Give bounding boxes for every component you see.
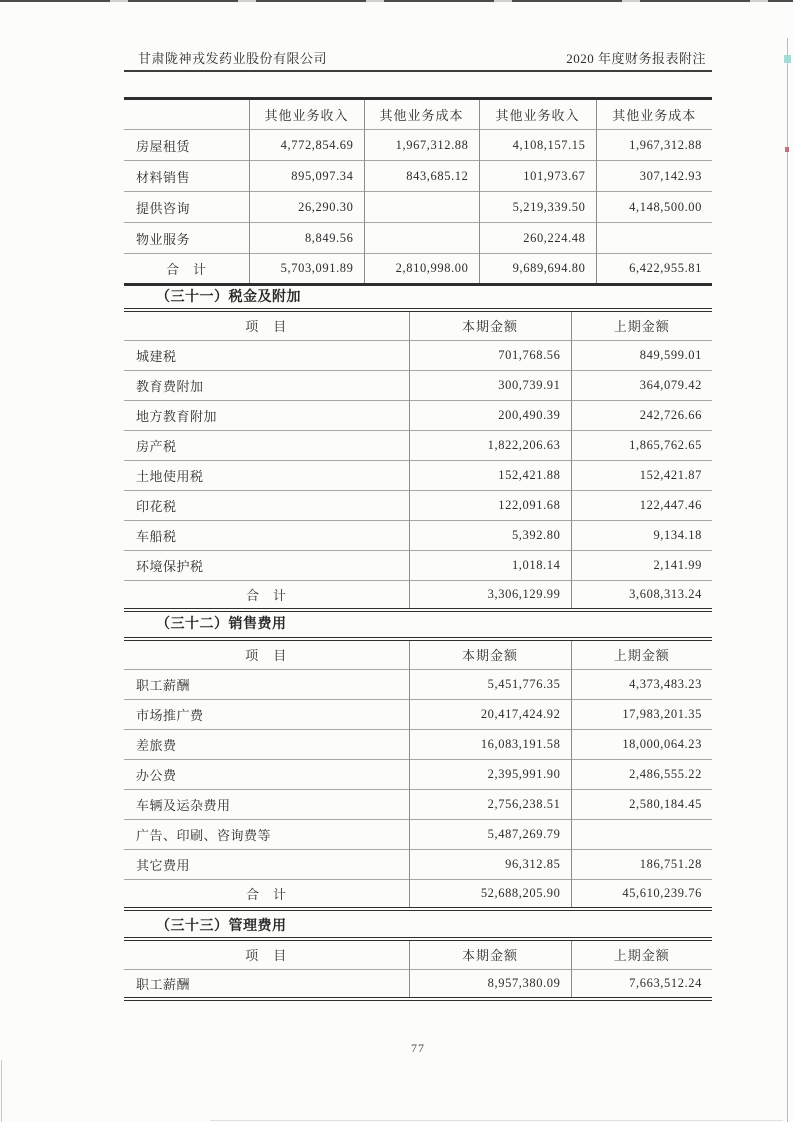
amount-cell: 4,108,157.15	[479, 130, 596, 161]
amount-cell: 122,447.46	[571, 490, 712, 520]
table-row	[124, 340, 712, 370]
amount-cell: 1,967,312.88	[364, 130, 479, 161]
admin-expense-table	[124, 937, 712, 1001]
scan-artifact-top-edge	[0, 0, 793, 2]
tax-surcharge-table	[124, 308, 712, 612]
row-label-cell: 职工薪酬	[124, 669, 409, 699]
row-label-cell: 城建税	[124, 340, 409, 370]
row-label-cell: 房产税	[124, 430, 409, 460]
amount-cell: 186,751.28	[571, 849, 712, 879]
table-row	[124, 400, 712, 430]
row-label-cell: 物业服务	[124, 223, 249, 254]
table-row	[124, 759, 712, 789]
amount-cell: 26,290.30	[249, 192, 364, 223]
amount-cell: 3,306,129.99	[409, 580, 571, 610]
table-row	[124, 699, 712, 729]
row-label-cell: 合 计	[124, 254, 249, 285]
amount-cell: 2,486,555.22	[571, 759, 712, 789]
amount-cell: 5,487,269.79	[409, 819, 571, 849]
total-row	[124, 580, 712, 610]
amount-cell: 2,580,184.45	[571, 789, 712, 819]
amount-cell: 52,688,205.90	[409, 879, 571, 909]
amount-cell: 1,967,312.88	[596, 130, 712, 161]
table-header-row	[124, 939, 712, 969]
row-label-cell: 环境保护税	[124, 550, 409, 580]
row-label-cell: 合 计	[124, 879, 409, 909]
row-label-cell: 材料销售	[124, 161, 249, 192]
amount-cell: 1,865,762.65	[571, 430, 712, 460]
table-header-row	[124, 310, 712, 340]
table-row	[124, 460, 712, 490]
row-label-cell: 办公费	[124, 759, 409, 789]
table-header-row	[124, 99, 712, 130]
amount-cell: 18,000,064.23	[571, 729, 712, 759]
table-row	[124, 192, 712, 223]
company-name: 甘肃陇神戎发药业股份有限公司	[138, 51, 328, 66]
section-heading-admin-expense: （三十三）管理费用	[156, 919, 287, 934]
page-header	[124, 46, 712, 72]
amount-cell: 2,141.99	[571, 550, 712, 580]
amount-cell: 45,610,239.76	[571, 879, 712, 909]
column-header-cell: 本期金额	[409, 310, 571, 340]
page-number: 77	[411, 1041, 425, 1055]
section-heading-tax-surcharge: （三十一）税金及附加	[156, 290, 301, 305]
amount-cell: 1,822,206.63	[409, 430, 571, 460]
column-header-cell: 本期金额	[409, 939, 571, 969]
row-label-cell: 广告、印刷、咨询费等	[124, 819, 409, 849]
row-label-cell: 地方教育附加	[124, 400, 409, 430]
table-header-row	[124, 639, 712, 669]
amount-cell: 5,703,091.89	[249, 254, 364, 285]
amount-cell	[596, 223, 712, 254]
amount-cell: 364,079.42	[571, 370, 712, 400]
amount-cell: 152,421.88	[409, 460, 571, 490]
column-header-cell: 本期金额	[409, 639, 571, 669]
amount-cell: 9,134.18	[571, 520, 712, 550]
amount-cell: 307,142.93	[596, 161, 712, 192]
amount-cell: 6,422,955.81	[596, 254, 712, 285]
table-row	[124, 520, 712, 550]
column-header-cell: 其他业务成本	[596, 99, 712, 130]
amount-cell: 2,756,238.51	[409, 789, 571, 819]
amount-cell: 5,219,339.50	[479, 192, 596, 223]
scan-artifact-cyan-mark	[784, 55, 791, 63]
column-header-cell: 上期金额	[571, 939, 712, 969]
amount-cell: 843,685.12	[364, 161, 479, 192]
amount-cell: 849,599.01	[571, 340, 712, 370]
row-label-cell: 市场推广费	[124, 699, 409, 729]
amount-cell: 4,772,854.69	[249, 130, 364, 161]
report-title: 2020 年度财务报表附注	[566, 51, 706, 66]
amount-cell: 1,018.14	[409, 550, 571, 580]
column-header-cell	[124, 99, 249, 130]
table-row	[124, 490, 712, 520]
column-header-cell: 项 目	[245, 648, 288, 664]
amount-cell: 5,451,776.35	[409, 669, 571, 699]
table-row	[124, 130, 712, 161]
amount-cell: 96,312.85	[409, 849, 571, 879]
amount-cell: 4,148,500.00	[596, 192, 712, 223]
amount-cell: 152,421.87	[571, 460, 712, 490]
amount-cell: 5,392.80	[409, 520, 571, 550]
total-row	[124, 254, 712, 285]
amount-cell: 3,608,313.24	[571, 580, 712, 610]
table-row	[124, 849, 712, 879]
amount-cell: 2,395,991.90	[409, 759, 571, 789]
table-row	[124, 969, 712, 999]
section-heading-selling-expense: （三十二）销售费用	[156, 617, 287, 632]
row-label-cell: 车船税	[124, 520, 409, 550]
amount-cell: 701,768.56	[409, 340, 571, 370]
amount-cell	[571, 819, 712, 849]
amount-cell: 20,417,424.92	[409, 699, 571, 729]
column-header-cell: 其他业务收入	[479, 99, 596, 130]
row-label-cell: 合 计	[124, 580, 409, 610]
table-row	[124, 223, 712, 254]
amount-cell: 895,097.34	[249, 161, 364, 192]
column-header-cell: 上期金额	[571, 310, 712, 340]
table-row	[124, 819, 712, 849]
amount-cell: 122,091.68	[409, 490, 571, 520]
amount-cell: 16,083,191.58	[409, 729, 571, 759]
scan-artifact-right-edge	[787, 38, 788, 1122]
table-row	[124, 161, 712, 192]
amount-cell: 8,957,380.09	[409, 969, 571, 999]
table-row	[124, 430, 712, 460]
amount-cell: 17,983,201.35	[571, 699, 712, 729]
amount-cell: 242,726.66	[571, 400, 712, 430]
row-label-cell: 土地使用税	[124, 460, 409, 490]
column-header-cell: 项 目	[245, 319, 288, 335]
table-row	[124, 729, 712, 759]
column-header-cell: 项 目	[245, 948, 288, 964]
total-row	[124, 879, 712, 909]
row-label-cell: 差旅费	[124, 729, 409, 759]
amount-cell: 300,739.91	[409, 370, 571, 400]
row-label-cell: 职工薪酬	[124, 969, 409, 999]
table-row	[124, 669, 712, 699]
amount-cell: 2,810,998.00	[364, 254, 479, 285]
column-header-cell: 其他业务收入	[249, 99, 364, 130]
amount-cell: 200,490.39	[409, 400, 571, 430]
scan-artifact-red-mark	[785, 147, 789, 152]
amount-cell: 8,849.56	[249, 223, 364, 254]
selling-expense-table	[124, 637, 712, 911]
scan-artifact-bottom-edge	[210, 1120, 783, 1121]
row-label-cell: 印花税	[124, 490, 409, 520]
row-label-cell: 教育费附加	[124, 370, 409, 400]
row-label-cell: 车辆及运杂费用	[124, 789, 409, 819]
table-row	[124, 789, 712, 819]
other-business-income-cost-table	[124, 97, 712, 286]
amount-cell	[364, 192, 479, 223]
amount-cell	[364, 223, 479, 254]
amount-cell: 9,689,694.80	[479, 254, 596, 285]
amount-cell: 260,224.48	[479, 223, 596, 254]
amount-cell: 7,663,512.24	[571, 969, 712, 999]
row-label-cell: 房屋租赁	[124, 130, 249, 161]
row-label-cell: 其它费用	[124, 849, 409, 879]
column-header-cell: 其他业务成本	[364, 99, 479, 130]
table-row	[124, 370, 712, 400]
amount-cell: 4,373,483.23	[571, 669, 712, 699]
scan-artifact-left-edge	[1, 1060, 2, 1122]
amount-cell: 101,973.67	[479, 161, 596, 192]
column-header-cell: 上期金额	[571, 639, 712, 669]
table-row	[124, 550, 712, 580]
row-label-cell: 提供咨询	[124, 192, 249, 223]
